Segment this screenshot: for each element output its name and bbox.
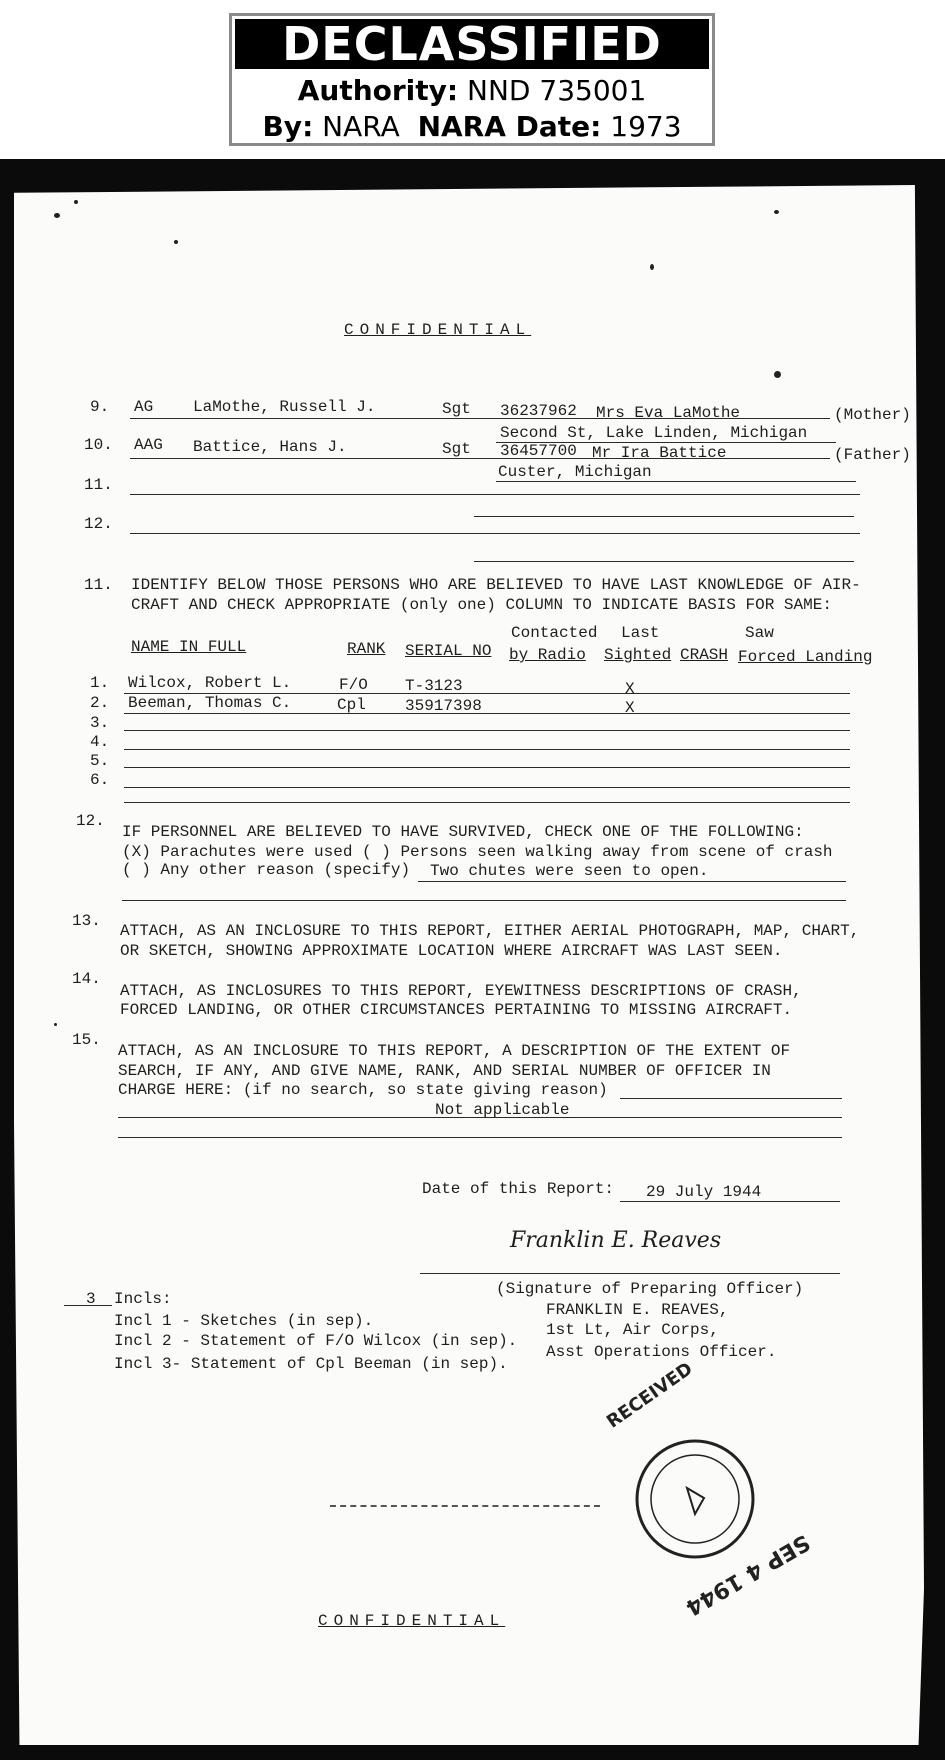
section12-line3-prefix: ( ) Any other reason (specify) bbox=[122, 861, 411, 879]
crew-row-10-num: 10. bbox=[84, 436, 113, 454]
handwritten-signature: Franklin E. Reaves bbox=[510, 1228, 722, 1253]
crew-row-9-kin: Mrs Eva LaMothe bbox=[596, 404, 741, 422]
speck bbox=[774, 371, 781, 378]
stamp-authority-value: NND 735001 bbox=[467, 74, 647, 107]
knowledge-row-4-num: 4. bbox=[90, 733, 110, 751]
col-crash: CRASH bbox=[680, 646, 729, 664]
section15-line3-blank bbox=[620, 1098, 842, 1099]
crew-row-9-address: Second St, Lake Linden, Michigan bbox=[500, 424, 808, 442]
knowledge-row-1-mark: X bbox=[625, 680, 635, 698]
section12-num: 12. bbox=[76, 812, 105, 830]
report-date-line bbox=[620, 1201, 840, 1202]
crew-row-9-line bbox=[130, 418, 830, 419]
section15-num: 15. bbox=[72, 1031, 101, 1049]
section13-line1: ATTACH, AS AN INCLOSURE TO THIS REPORT, EITHER AERIAL PHOTOGRAPH, MAP, CHART, bbox=[120, 922, 860, 940]
col-rank: RANK bbox=[347, 640, 386, 658]
knowledge-row-1-rank: F/O bbox=[339, 676, 368, 694]
crew-row-12-num: 12. bbox=[84, 515, 113, 533]
knowledge-row-1-num: 1. bbox=[90, 674, 110, 692]
knowledge-row-1-name: Wilcox, Robert L. bbox=[128, 674, 292, 692]
section15-line-b bbox=[118, 1137, 842, 1138]
crew-row-9-serial: 36237962 bbox=[500, 402, 577, 420]
col-radio-bottom: by Radio bbox=[509, 646, 586, 664]
crew-row-9-rank: Sgt bbox=[442, 400, 471, 418]
stamp-inner-circle bbox=[651, 1455, 739, 1543]
knowledge-row-2-line bbox=[124, 713, 850, 714]
declassified-stamp bbox=[229, 13, 715, 146]
knowledge-row-3-line bbox=[124, 730, 850, 731]
crew-row-9-num: 9. bbox=[90, 398, 110, 416]
received-stamp-date: SEP 4 1944 bbox=[681, 1528, 814, 1621]
stamp-by bbox=[232, 110, 712, 144]
report-date-value: 29 July 1944 bbox=[646, 1183, 762, 1201]
speck bbox=[74, 200, 78, 204]
section11-text-line1: IDENTIFY BELOW THOSE PERSONS WHO ARE BELIEVED TO HAVE LAST KNOWLEDGE OF AIR- bbox=[131, 576, 861, 594]
stamp-outer-circle bbox=[637, 1441, 753, 1557]
header-classification: CONFIDENTIAL bbox=[344, 321, 532, 339]
document-page bbox=[14, 185, 924, 1745]
section12-line3-answer: Two chutes were seen to open. bbox=[430, 862, 709, 880]
knowledge-row-6-line bbox=[124, 787, 850, 788]
enclosure-item-3: Incl 3- Statement of Cpl Beeman (in sep). bbox=[114, 1355, 508, 1373]
signature-caption: (Signature of Preparing Officer) bbox=[496, 1280, 804, 1298]
crew-row-11-num: 11. bbox=[84, 476, 113, 494]
section15-answer: Not applicable bbox=[435, 1101, 570, 1119]
section12-line1: IF PERSONNEL ARE BELIEVED TO HAVE SURVIVED, CHECK ONE OF THE FOLLOWING: bbox=[122, 823, 804, 841]
section12-answer-line bbox=[418, 881, 846, 882]
crew-row-10-kin: Mr Ira Battice bbox=[592, 444, 727, 462]
stamp-title: DECLASSIFIED bbox=[235, 19, 709, 69]
crew-row-9-name: LaMothe, Russell J. bbox=[193, 398, 376, 416]
section13-num: 13. bbox=[72, 912, 101, 930]
knowledge-row-2-num: 2. bbox=[90, 694, 110, 712]
signature-title: Asst Operations Officer. bbox=[546, 1343, 777, 1361]
crew-row-10-serial: 36457700 bbox=[500, 442, 577, 460]
col-sighted-top: Last bbox=[621, 624, 660, 642]
enclosure-label: Incls: bbox=[114, 1290, 172, 1308]
speck bbox=[650, 264, 654, 270]
crew-row-10-rank: Sgt bbox=[442, 440, 471, 458]
knowledge-row-6-num: 6. bbox=[90, 771, 110, 789]
crew-row-11-address-line bbox=[474, 516, 854, 517]
knowledge-row-2-name: Beeman, Thomas C. bbox=[128, 694, 292, 712]
crew-row-10-address-line bbox=[496, 481, 856, 482]
stamp-date-label: NARA Date: bbox=[417, 110, 602, 143]
speck bbox=[774, 210, 779, 214]
stamp-authority bbox=[232, 74, 712, 108]
received-stamp-label: RECEIVED bbox=[602, 1358, 697, 1433]
crew-row-12-line bbox=[130, 533, 860, 534]
knowledge-bottom-line bbox=[124, 802, 850, 803]
report-date-label: Date of this Report: bbox=[422, 1180, 615, 1198]
signature-rank: 1st Lt, Air Corps, bbox=[546, 1321, 719, 1339]
stamp-date-value: 1973 bbox=[610, 110, 682, 143]
col-sighted-bottom: Sighted bbox=[604, 646, 672, 664]
scan-mark bbox=[330, 1505, 600, 1507]
footer-classification: CONFIDENTIAL bbox=[318, 1612, 506, 1630]
speck bbox=[54, 213, 60, 218]
col-serial: SERIAL NO bbox=[405, 642, 492, 660]
section13-line2: OR SKETCH, SHOWING APPROXIMATE LOCATION WHERE AIRCRAFT WAS LAST SEEN. bbox=[120, 942, 783, 960]
speck bbox=[174, 240, 178, 244]
crew-row-12-address-line bbox=[474, 561, 854, 562]
clock-hand-icon bbox=[687, 1488, 704, 1514]
col-forced-bottom: Forced Landing bbox=[738, 648, 873, 666]
section14-num: 14. bbox=[72, 970, 101, 988]
signature-line bbox=[420, 1273, 840, 1274]
enclosure-count: 3 bbox=[86, 1290, 96, 1308]
enclosure-count-line bbox=[64, 1305, 112, 1306]
knowledge-row-5-line bbox=[124, 767, 850, 768]
stamp-by-value: NARA bbox=[322, 110, 400, 143]
knowledge-row-1-serial: T-3123 bbox=[405, 677, 463, 695]
section11-num: 11. bbox=[84, 576, 113, 594]
stamp-by-label: By: bbox=[262, 110, 314, 143]
crew-row-9-relation: (Mother) bbox=[834, 406, 911, 424]
section14-line1: ATTACH, AS INCLOSURES TO THIS REPORT, EYEWITNESS DESCRIPTIONS OF CRASH, bbox=[120, 982, 802, 1000]
stamp-authority-label: Authority: bbox=[297, 74, 459, 107]
enclosure-item-2: Incl 2 - Statement of F/O Wilcox (in sep). bbox=[114, 1332, 518, 1350]
section15-line1: ATTACH, AS AN INCLOSURE TO THIS REPORT, A DESCRIPTION OF THE EXTENT OF bbox=[118, 1042, 791, 1060]
knowledge-row-2-mark: X bbox=[625, 699, 635, 717]
knowledge-row-5-num: 5. bbox=[90, 752, 110, 770]
col-radio-top: Contacted bbox=[511, 624, 598, 642]
signature-name: FRANKLIN E. REAVES, bbox=[546, 1301, 729, 1319]
section11-text-line2: CRAFT AND CHECK APPROPRIATE (only one) COLUMN TO INDICATE BASIS FOR SAME: bbox=[131, 596, 832, 614]
speck bbox=[54, 1023, 57, 1026]
crew-row-10-relation: (Father) bbox=[834, 446, 911, 464]
knowledge-row-4-line bbox=[124, 749, 850, 750]
section15-line2: SEARCH, IF ANY, AND GIVE NAME, RANK, AND SERIAL NUMBER OF OFFICER IN bbox=[118, 1062, 771, 1080]
received-stamp-clock bbox=[632, 1436, 758, 1562]
section14-line2: FORCED LANDING, OR OTHER CIRCUMSTANCES PERTAINING TO MISSING AIRCRAFT. bbox=[120, 1001, 793, 1019]
knowledge-row-2-rank: Cpl bbox=[337, 696, 366, 714]
col-forced-top: Saw bbox=[745, 624, 774, 642]
col-name: NAME IN FULL bbox=[131, 638, 247, 656]
crew-row-9-position: AG bbox=[134, 398, 154, 416]
enclosure-item-1: Incl 1 - Sketches (in sep). bbox=[114, 1312, 374, 1330]
crew-row-10-line bbox=[130, 458, 830, 459]
section12-line2: (X) Parachutes were used ( ) Persons seen walking away from scene of crash bbox=[122, 843, 833, 861]
knowledge-row-2-serial: 35917398 bbox=[405, 697, 482, 715]
crew-row-10-position: AAG bbox=[134, 436, 163, 454]
crew-row-10-address: Custer, Michigan bbox=[498, 463, 652, 481]
section15-line3: CHARGE HERE: (if no search, so state giving reason) bbox=[118, 1081, 608, 1099]
crew-row-11-line bbox=[130, 494, 860, 495]
crew-row-10-name: Battice, Hans J. bbox=[193, 438, 347, 456]
knowledge-row-3-num: 3. bbox=[90, 714, 110, 732]
section12-extra-line bbox=[122, 900, 846, 901]
